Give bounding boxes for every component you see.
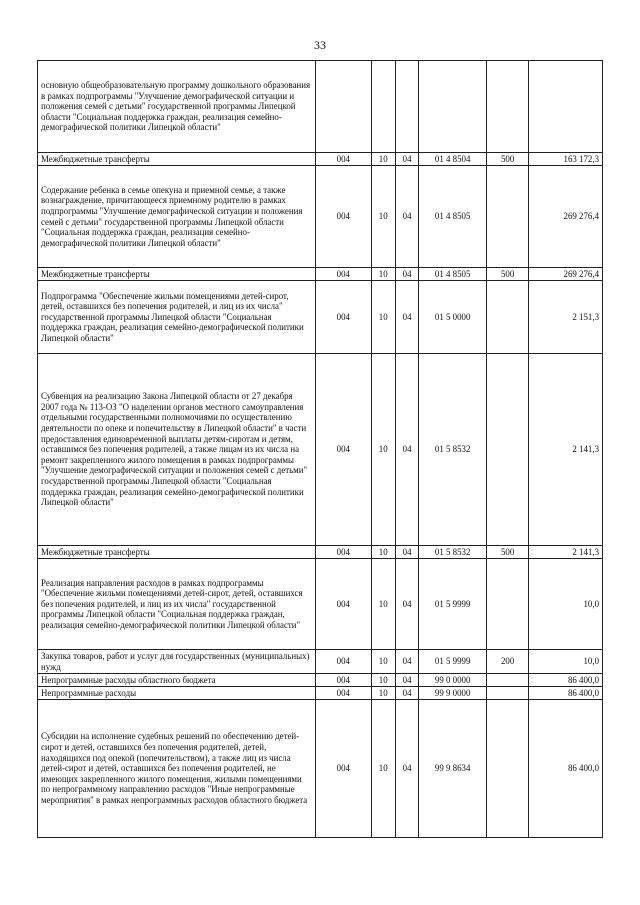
cell-description: Межбюджетные трансферты: [38, 546, 316, 559]
cell-description: основную общеобразовательную программу дошкольного образования в рамках подпрограммы "Улучшение демографической ситуации и положения семей с детьми" государственной программы Липецкой области "Социальная поддержка граждан, реализация семейно-демографической политики Липецкой области": [38, 61, 316, 153]
cell-target-article: 01 5 8532: [419, 354, 486, 546]
cell-section: 10: [371, 166, 395, 268]
cell-sum: 86 400,0: [529, 700, 603, 838]
cell-sum: 10,0: [529, 559, 603, 650]
cell-target-article: 01 5 9999: [419, 650, 486, 674]
cell-subsection: 04: [395, 354, 419, 546]
cell-expense-type: [486, 674, 529, 687]
cell-subsection: 04: [395, 687, 419, 700]
cell-section: 10: [371, 268, 395, 281]
budget-table-body: [38, 61, 603, 838]
cell-expense-type: 200: [486, 650, 529, 674]
cell-section: 10: [371, 700, 395, 838]
table-row: [38, 650, 603, 674]
cell-section: 10: [371, 687, 395, 700]
cell-description: Непрограммные расходы областного бюджета: [38, 674, 316, 687]
cell-expense-type: [486, 166, 529, 268]
cell-section: 10: [371, 354, 395, 546]
cell-ministry-code: 004: [315, 268, 371, 281]
cell-section: 10: [371, 281, 395, 354]
cell-expense-type: [486, 559, 529, 650]
cell-sum: 86 400,0: [529, 674, 603, 687]
cell-sum: 2 141,3: [529, 354, 603, 546]
table-row: [38, 61, 603, 153]
cell-target-article: 99 9 0000: [419, 687, 486, 700]
cell-target-article: 01 4 8505: [419, 166, 486, 268]
budget-table: [37, 60, 603, 838]
cell-ministry-code: 004: [315, 281, 371, 354]
cell-ministry-code: 004: [315, 674, 371, 687]
table-row: [38, 281, 603, 354]
cell-sum: 10,0: [529, 650, 603, 674]
cell-target-article: 01 5 0000: [419, 281, 486, 354]
cell-sum: [529, 61, 603, 153]
table-row: [38, 153, 603, 166]
cell-sum: 2 141,3: [529, 546, 603, 559]
cell-section: [371, 61, 395, 153]
cell-section: 10: [371, 674, 395, 687]
cell-ministry-code: 004: [315, 354, 371, 546]
cell-description: Субсидии на исполнение судебных решений по обеспечению детей-сирот и детей, оставшихся без попечения родителей, детей, находящихся под опекой (попечительством), а также лиц из числа детей-сирот и детей, оставшихся без попечения родителей, не имеющих закрепленного жилого помещения, жилыми помещениями по непрограммному направлению расходов "Иные непрограммные мероприятия" в рамках непрограммных расходов областного бюджета: [38, 700, 316, 838]
cell-expense-type: [486, 61, 529, 153]
cell-target-article: 01 4 8505: [419, 268, 486, 281]
cell-ministry-code: 004: [315, 687, 371, 700]
cell-description: Реализация направления расходов в рамках подпрограммы "Обеспечение жильми помещениями детей-сирот, детей, оставшихся без попечения родителей, и лиц из их числа" государственной программы Липецкой области "Социальная поддержка граждан, реализация семейно-демографической политики Липецкой области": [38, 559, 316, 650]
cell-ministry-code: [315, 61, 371, 153]
cell-sum: 2 151,3: [529, 281, 603, 354]
cell-description: Субвенция на реализацию Закона Липецкой области от 27 декабря 2007 года № 113-ОЗ "О наделении органов местного самоуправления отдельными государственными полномочиями по осуществлению деятельности по опеке и попечительству в Липецкой области" в части предоставления единовременной выплаты детям-сиротам и детям, оставшимся без попечения родителей, а также лицам из их числа на ремонт закрепленного жилого помещения в рамках подпрограммы "Улучшение демографической ситуации и положения семей с детьми" государственной программы Липецкой области "Социальная поддержка граждан, реализация семейно-демографической политики Липецкой области": [38, 354, 316, 546]
cell-subsection: 04: [395, 166, 419, 268]
cell-target-article: 99 0 0000: [419, 674, 486, 687]
cell-ministry-code: 004: [315, 650, 371, 674]
cell-expense-type: [486, 281, 529, 354]
cell-expense-type: 500: [486, 546, 529, 559]
page-number: 33: [314, 38, 326, 52]
cell-subsection: 04: [395, 546, 419, 559]
cell-ministry-code: 004: [315, 700, 371, 838]
cell-section: 10: [371, 559, 395, 650]
cell-subsection: 04: [395, 674, 419, 687]
cell-target-article: [419, 61, 486, 153]
cell-subsection: 04: [395, 153, 419, 166]
cell-expense-type: [486, 700, 529, 838]
table-row: [38, 700, 603, 838]
table-row: [38, 268, 603, 281]
cell-section: 10: [371, 546, 395, 559]
cell-subsection: 04: [395, 650, 419, 674]
cell-expense-type: [486, 354, 529, 546]
cell-description: Межбюджетные трансферты: [38, 153, 316, 166]
cell-ministry-code: 004: [315, 546, 371, 559]
cell-target-article: 99 9 8634: [419, 700, 486, 838]
cell-subsection: [395, 61, 419, 153]
table-row: [38, 687, 603, 700]
cell-ministry-code: 004: [315, 559, 371, 650]
cell-expense-type: 500: [486, 268, 529, 281]
cell-expense-type: [486, 687, 529, 700]
table-row: [38, 354, 603, 546]
cell-section: 10: [371, 650, 395, 674]
cell-target-article: 01 5 9999: [419, 559, 486, 650]
cell-description: Межбюджетные трансферты: [38, 268, 316, 281]
cell-sum: 269 276,4: [529, 268, 603, 281]
table-row: [38, 546, 603, 559]
cell-description: Содержание ребенка в семье опекуна и приемной семье, а также вознаграждение, причитающееся приемному родителю в рамках подпрограммы "Улучшение демографической ситуации и положения семей с детьми" государственной программы Липецкой области "Социальная поддержка граждан, реализация семейно-демографической политики Липецкой области": [38, 166, 316, 268]
cell-subsection: 04: [395, 281, 419, 354]
cell-sum: 163 172,3: [529, 153, 603, 166]
cell-subsection: 04: [395, 268, 419, 281]
cell-description: Закупка товаров, работ и услуг для государственных (муниципальных) нужд: [38, 650, 316, 674]
table-row: [38, 559, 603, 650]
cell-target-article: 01 5 8532: [419, 546, 486, 559]
cell-ministry-code: 004: [315, 166, 371, 268]
cell-subsection: 04: [395, 559, 419, 650]
cell-description: Подпрограмма "Обеспечение жильми помещениями детей-сирот, детей, оставшихся без попечения родителей, и лиц из их числа" государственной программы Липецкой области "Социальная поддержка граждан, реализация семейно-демографической политики Липецкой области": [38, 281, 316, 354]
table-row: [38, 166, 603, 268]
cell-expense-type: 500: [486, 153, 529, 166]
cell-description: Непрограммные расходы: [38, 687, 316, 700]
cell-section: 10: [371, 153, 395, 166]
cell-subsection: 04: [395, 700, 419, 838]
cell-sum: 86 400,0: [529, 687, 603, 700]
cell-sum: 269 276,4: [529, 166, 603, 268]
cell-ministry-code: 004: [315, 153, 371, 166]
table-row: [38, 674, 603, 687]
cell-target-article: 01 4 8504: [419, 153, 486, 166]
